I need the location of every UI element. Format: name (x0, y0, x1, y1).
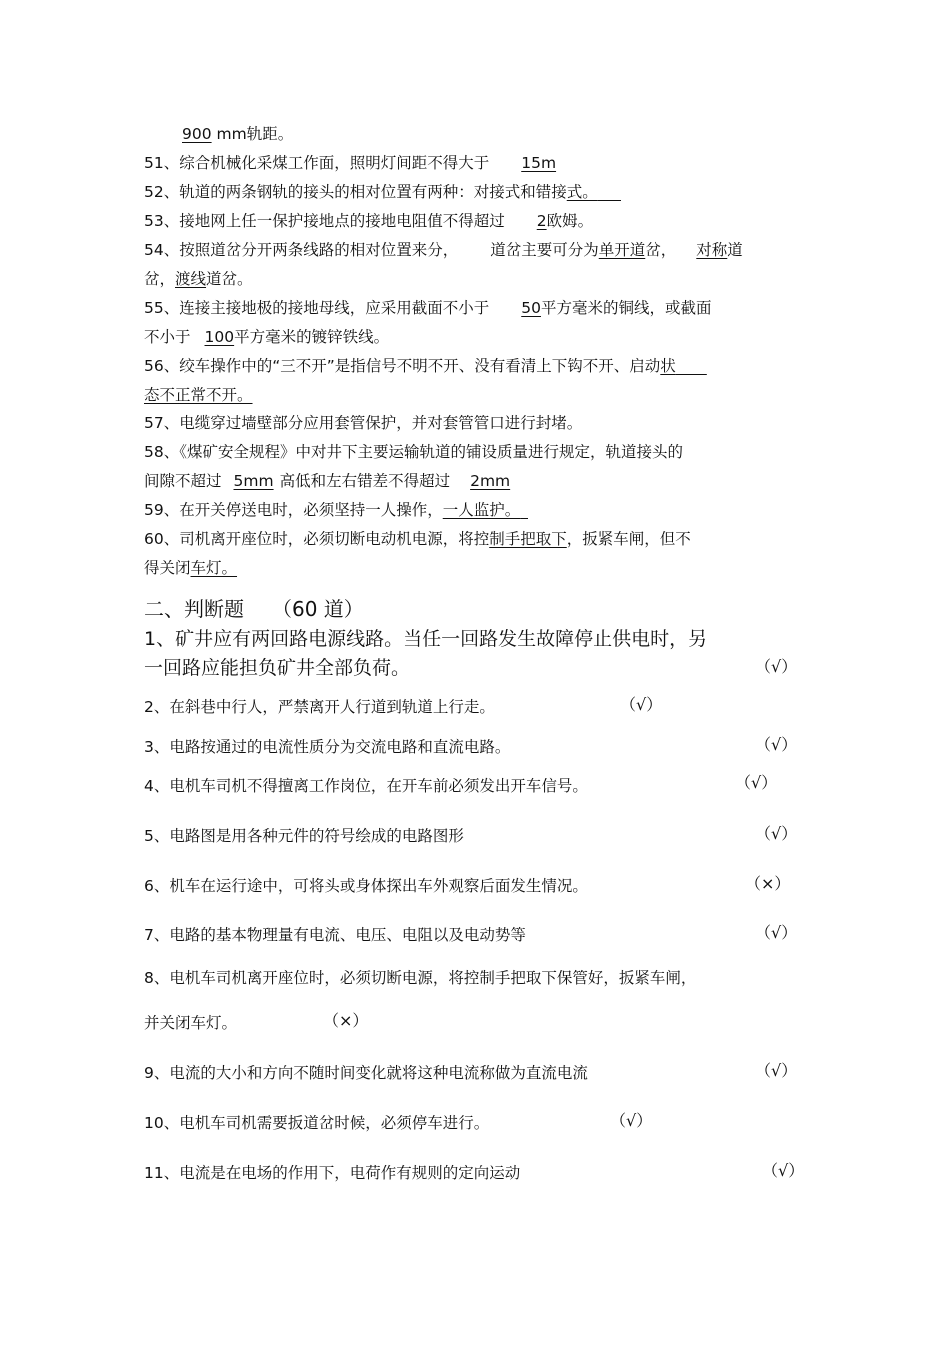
judge-question-8-line-1: 8、电机车司机离开座位时，必须切断电源，将控制手把取下保管好，扳紧车闸， (144, 969, 697, 987)
judge-mark-9: （√） (755, 1061, 798, 1080)
judge-question-7: 7、电路的基本物理量有电流、电压、电阻以及电动势等 (144, 926, 526, 944)
fill-question-58-line-1: 58、《煤矿安全规程》中对井下主要运输轨道的铺设质量进行规定，轨道接头的 (144, 443, 683, 461)
judge-question-3: 3、电路按通过的电流性质分为交流电路和直流电路。 (144, 738, 511, 756)
judge-question-11: 11、电流是在电场的作用下，电荷作有规则的定向运动 (144, 1164, 521, 1182)
judge-mark-3: （√） (755, 735, 798, 754)
judge-mark-8: （×） (323, 1011, 369, 1030)
judge-question-6: 6、机车在运行途中，可将头或身体探出车外观察后面发生情况。 (144, 877, 588, 895)
fill-question-54-line-2: 岔，渡线道岔。 (144, 270, 253, 288)
answer-15m: 15m (521, 154, 557, 172)
fill-question-55-line-1: 55、连接主接地极的接地母线，应采用截面不小于 50平方毫米的铜线，或截面 (144, 299, 712, 317)
judge-question-8-line-2: 并关闭车灯。 (144, 1014, 238, 1032)
fill-question-52: 52、轨道的两条钢轨的接头的相对位置有两种：对接式和错接式。 (144, 183, 598, 201)
answer-5mm: 5mm (233, 472, 274, 490)
answer-2mm: 2mm (470, 472, 511, 490)
answer-50: 50 (521, 299, 541, 317)
judge-question-4: 4、电机车司机不得擅离工作岗位，在开车前必须发出开车信号。 (144, 777, 588, 795)
fill-question-53: 53、接地网上任一保护接地点的接地电阻值不得超过 2欧姆。 (144, 212, 594, 230)
judge-mark-7: （√） (755, 923, 798, 942)
judge-mark-5: （√） (755, 824, 798, 843)
fill-line-50-end: 900 mm轨距。 (182, 125, 294, 143)
fill-question-51: 51、综合机械化采煤工作面，照明灯间距不得大于 15m (144, 154, 557, 172)
section-heading: 二、判断题 （60 道） (144, 597, 364, 621)
fill-question-60-line-2: 得关闭车灯。 (144, 559, 238, 577)
fill-question-58-line-2: 间隙不超过 5mm 高低和左右错差不得超过 2mm (144, 472, 511, 490)
fill-question-56-line-2: 态不正常不开。 (144, 386, 253, 404)
fill-question-54-line-1: 54、按照道岔分开两条线路的相对位置来分， 道岔主要可分为单开道岔， 对称道 (144, 241, 743, 259)
judge-mark-11: （√） (762, 1161, 805, 1180)
fill-question-59: 59、在开关停送电时，必须坚持一人操作，一人监护。 (144, 501, 521, 519)
judge-question-2: 2、在斜巷中行人，严禁离开人行道到轨道上行走。 (144, 698, 495, 716)
fill-question-55-line-2: 不小于 100平方毫米的镀锌铁线。 (144, 328, 390, 346)
answer-900: 900 (182, 125, 212, 143)
judge-question-9: 9、电流的大小和方向不随时间变化就将这种电流称做为直流电流 (144, 1064, 588, 1082)
judge-mark-4: （√） (735, 773, 778, 792)
judge-mark-2: （√） (620, 695, 663, 714)
fill-question-60-line-1: 60、司机离开座位时，必须切断电动机电源，将控制手把取下，扳紧车闸，但不 (144, 530, 691, 548)
answer-100: 100 (204, 328, 235, 346)
judge-question-1-line-2: 一回路应能担负矿井全部负荷。 (144, 657, 411, 679)
judge-mark-10: （√） (610, 1111, 653, 1130)
judge-mark-1: （√） (755, 657, 798, 676)
judge-question-10: 10、电机车司机需要扳道岔时候，必须停车进行。 (144, 1114, 490, 1132)
fill-question-56-line-1: 56、绞车操作中的“三不开”是指信号不明不开、没有看清上下钩不开、启动状 (144, 357, 676, 375)
answer-2: 2 (536, 212, 547, 230)
fill-question-57: 57、电缆穿过墙壁部分应用套管保护，并对套管管口进行封堵。 (144, 414, 583, 432)
judge-question-5: 5、电路图是用各种元件的符号绘成的电路图形 (144, 827, 464, 845)
judge-question-1-line-1: 1、矿井应有两回路电源线路。当任一回路发生故障停止供电时，另 (144, 628, 708, 650)
judge-mark-6: （×） (745, 874, 791, 893)
